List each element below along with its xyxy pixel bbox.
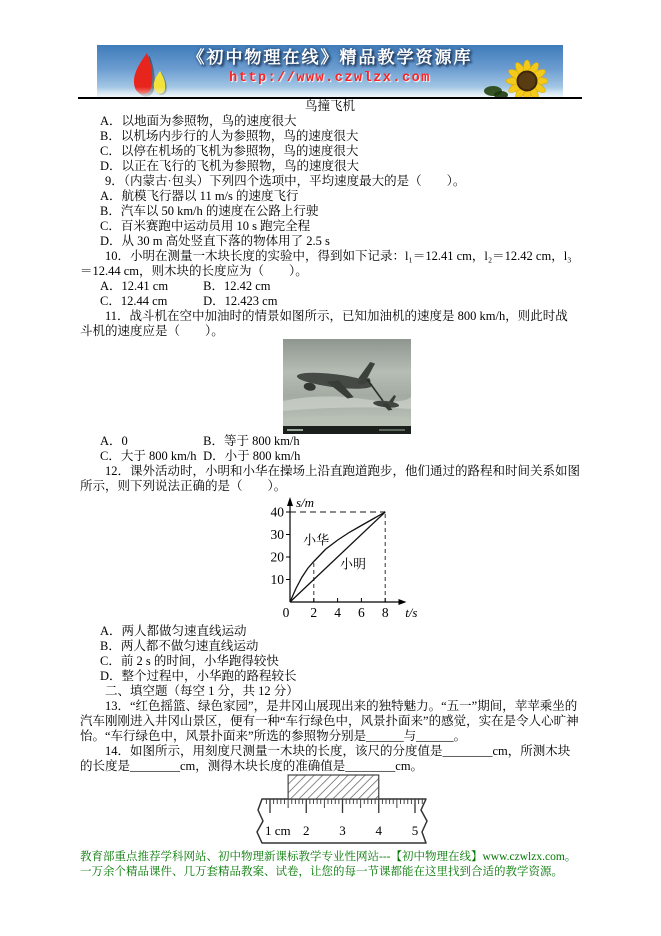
- option-8d: D．以正在飞行的飞机为参照物，鸟的速度很大: [100, 159, 360, 173]
- banner-url-link[interactable]: http://www.czwlzx.com: [229, 71, 431, 86]
- question-13: 13．“红色摇篮、绿色家园”，是井冈山展现出来的独特魅力。“五一”期间，苹苹乘坐的汽车刚刚进入井冈山景区，便有一种“车行绿色中，风景扑面来”的感觉，实在是令人心旷神怡。“车行绿色中，风景扑面来”所选的参照物分别是______与______。: [80, 699, 579, 743]
- option-12c: C．前 2 s 的时间，小华跑得较快: [100, 654, 279, 668]
- option-8b: B．以机场内步行的人为参照物，鸟的速度很大: [100, 129, 359, 143]
- svg-text:1 cm: 1 cm: [265, 823, 291, 838]
- option-row: [80, 434, 580, 449]
- option-10d: D．12.423 cm: [203, 294, 278, 308]
- svg-text:3: 3: [339, 823, 346, 838]
- option-11a: A．0: [100, 434, 128, 448]
- footer-text: 教育部重点推荐学科网站、初中物理新课标教学专业性网站---【初中物理在线】www.czwlzx.com。一万余个精品课件、几万套精品教案、试卷，让您的每一节课都能在这里找到合适的教学资源。: [80, 851, 577, 878]
- option-10c: C．12.44 cm: [100, 294, 168, 308]
- svg-text:4: 4: [334, 605, 341, 620]
- banner-title: 《初中物理在线》精品教学资源库: [187, 48, 473, 67]
- option-12d: D．整个过程中，小华跑的路程较长: [100, 669, 297, 683]
- measured-block: [288, 775, 379, 799]
- option-row: [80, 279, 580, 294]
- svg-text:40: 40: [270, 504, 284, 520]
- svg-text:t/s: t/s: [405, 605, 418, 620]
- page-title: 鸟撞飞机: [304, 99, 355, 113]
- svg-text:4: 4: [375, 823, 382, 838]
- svg-text:0: 0: [282, 605, 290, 620]
- option-12a: A．两人都做匀速直线运动: [100, 624, 247, 638]
- option-12b: B．两人都不做匀速直线运动: [100, 639, 259, 653]
- question-12-stem: 12．课外活动时，小明和小华在操场上沿直跑道跑步，他们通过的路程和时间关系如图所示，则下列说法正确的是（ ）。: [80, 464, 581, 493]
- option-10b: B．12.42 cm: [203, 279, 271, 293]
- ruler-svg: [230, 774, 470, 848]
- section-2-header: 二、填空题（每空 1 分，共 12 分）: [105, 684, 299, 698]
- option-9d: D．从 30 m 高处竖直下落的物体用了 2.5 s: [100, 234, 330, 248]
- svg-text:s/m: s/m: [296, 495, 315, 510]
- option-row: [80, 449, 580, 464]
- option-11c: C．大于 800 km/h: [100, 449, 197, 463]
- option-9c: C．百米赛跑中运动员用 10 s 跑完全程: [100, 219, 311, 233]
- document-body: [80, 99, 580, 848]
- option-row: [80, 294, 580, 309]
- question-9-stem: 9．（内蒙古·包头）下列四个选项中，平均速度最大的是（ ）。: [105, 174, 466, 188]
- option-10a: A．12.41 cm: [100, 279, 169, 293]
- question-14: 14．如图所示，用刻度尺测量一木块的长度，该尺的分度值是________cm，所测木块的长度是________cm，测得木块长度的准确值是________cm。: [80, 744, 571, 773]
- option-11b: B．等于 800 km/h: [203, 434, 300, 448]
- option-11d: D．小于 800 km/h: [203, 449, 301, 463]
- svg-text:2: 2: [303, 823, 310, 838]
- question-10-stem: 10．小明在测量一木块长度的实验中，得到如下记录：l₁＝12.41 cm，l₂＝12.42 cm，l₃＝12.44 cm，则木块的长度应为（ ）。: [80, 249, 572, 278]
- ruler-figure: [230, 774, 470, 848]
- svg-text:小华: 小华: [303, 532, 330, 548]
- svg-text:2: 2: [310, 605, 318, 620]
- svg-text:8: 8: [381, 605, 389, 620]
- st-graph-svg: [252, 494, 452, 624]
- svg-text:30: 30: [270, 527, 284, 542]
- option-9a: A．航模飞行器以 11 m/s 的速度飞行: [100, 189, 299, 203]
- option-8a: A．以地面为参照物，鸟的速度很大: [100, 114, 297, 128]
- question-11-stem: 11．战斗机在空中加油时的情景如图所示，已知加油机的速度是 800 km/h，则此时战斗机的速度应是（ ）。: [80, 309, 568, 338]
- svg-text:5: 5: [411, 823, 419, 838]
- distance-time-graph: [252, 494, 452, 624]
- option-8c: C．以停在机场的飞机为参照物，鸟的速度很大: [100, 144, 359, 158]
- svg-text:10: 10: [270, 572, 284, 587]
- sunflower-icon: [481, 55, 559, 97]
- refueling-photo: [283, 339, 411, 434]
- option-9b: B．汽车以 50 km/h 的速度在公路上行驶: [100, 204, 319, 218]
- svg-text:6: 6: [358, 605, 365, 620]
- svg-text:小明: 小明: [339, 556, 366, 572]
- svg-text:20: 20: [270, 549, 284, 565]
- site-banner: [97, 45, 563, 97]
